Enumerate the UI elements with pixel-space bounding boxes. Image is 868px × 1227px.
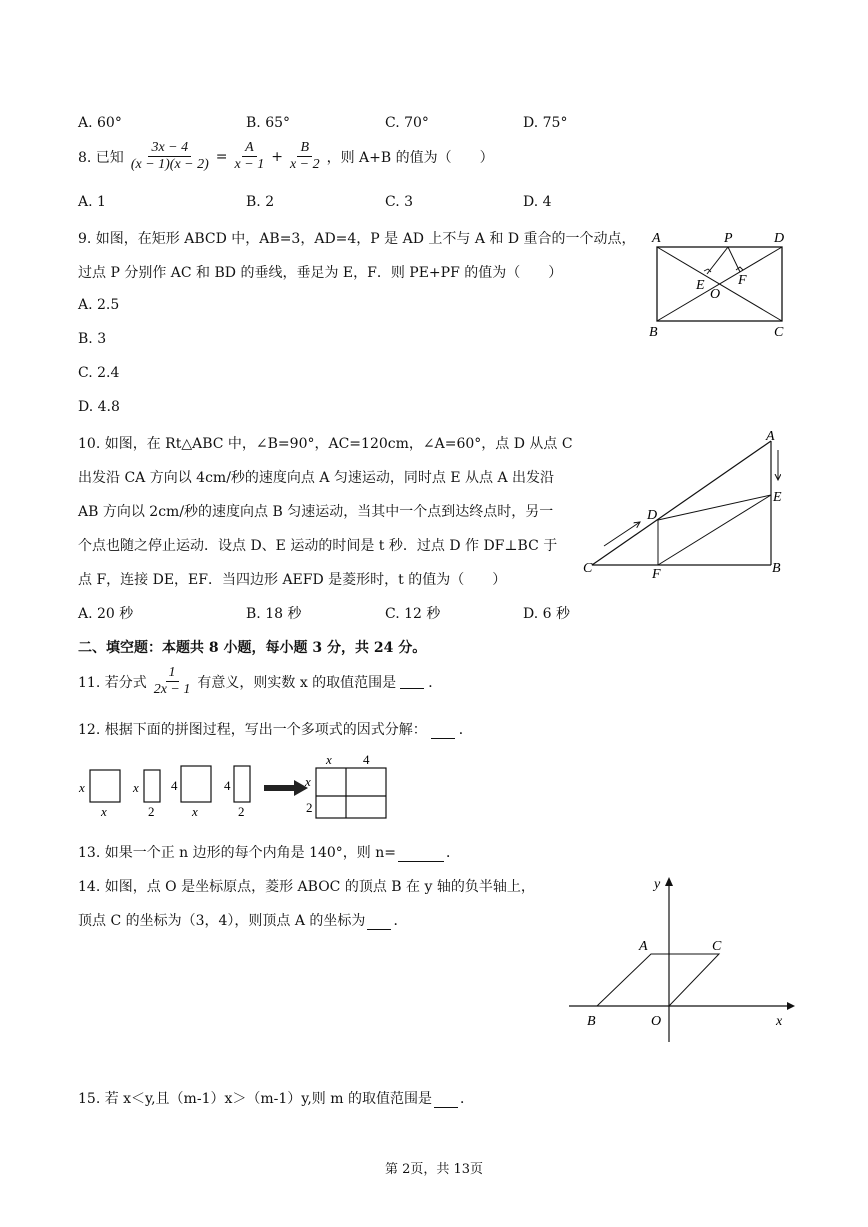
label-2: 2 xyxy=(148,804,155,819)
label-x: x xyxy=(101,804,107,819)
label-2: 2 xyxy=(306,800,313,815)
q8-stem: 8. 已知 $\frac{3x - 4}{(x - 1)(x - 2)}$ = $\frac{A}{x - 1}$ + $\frac{B}{x - 2}$ ，则 A+B 的值为（ ） xyxy=(78,140,494,172)
label-x: x xyxy=(79,780,85,795)
label-f: F xyxy=(652,567,661,582)
q8-prefix: 8. 已知 xyxy=(78,149,124,166)
q8-fraction-a-den: x − 1 xyxy=(234,157,265,172)
arrow-shaft xyxy=(264,785,294,791)
q10-option-b: B. 18 秒 xyxy=(246,606,302,622)
arrow-d-motion xyxy=(604,522,640,546)
q9-line-1: 9. 如图，在矩形 ABCD 中，AB=3，AD=4，P 是 AD 上不与 A 和 D 重合的一个动点， xyxy=(78,231,636,247)
q8-main-denominator: (x − 1)(x − 2) xyxy=(130,157,209,172)
q8-option-c: C. 3 xyxy=(385,194,414,210)
q13-end: ． xyxy=(446,845,461,861)
segment-ef xyxy=(658,495,771,565)
page-footer: 第 2页，共 13页 xyxy=(384,1162,484,1177)
label-2: 2 xyxy=(238,804,245,819)
label-a: A xyxy=(652,231,661,246)
q9-line-2: 过点 P 分别作 AC 和 BD 的垂线，垂足为 E，F．则 PE+PF 的值为（ ） xyxy=(78,265,563,281)
label-e: E xyxy=(696,278,705,293)
q15-end: ． xyxy=(459,1091,474,1107)
q13-text: 13. 如果一个正 n 边形的每个内角是 140°，则 n= xyxy=(78,845,397,861)
q11-fraction xyxy=(151,665,194,698)
q9-rectangle-figure xyxy=(640,225,800,343)
label-b: B xyxy=(587,1014,596,1029)
label-b: B xyxy=(649,325,658,340)
q12-tiling-figure xyxy=(74,752,394,824)
q11-answer-blank[interactable] xyxy=(400,674,424,689)
q10-line-4: 个点也随之停止运动．设点 D、E 运动的时间是 t 秒．过点 D 作 DF⊥BC 于 xyxy=(78,538,558,554)
q8-fraction-a xyxy=(232,140,268,173)
q11-suffix: 有意义，则实数 x 的取值范围是 xyxy=(197,674,397,691)
q11-end: ． xyxy=(428,674,443,691)
label-d: D xyxy=(774,231,785,246)
rect-x-by-2 xyxy=(144,770,160,802)
q13-stem xyxy=(78,842,460,862)
q8-main-numerator: 3x − 4 xyxy=(148,140,191,157)
label-x: x xyxy=(776,1014,783,1029)
q11-stem xyxy=(78,665,442,698)
q11-numerator: 1 xyxy=(166,665,179,682)
label-a: A xyxy=(639,939,648,954)
q8-main-fraction xyxy=(128,140,212,173)
label-c: C xyxy=(712,939,722,954)
label-x: x xyxy=(305,774,311,789)
y-axis-arrow xyxy=(665,877,673,886)
q7-option-a: A. 60° xyxy=(78,115,122,131)
q14-line-2 xyxy=(78,910,407,930)
q10-option-a: A. 20 秒 xyxy=(78,606,134,622)
q8-option-b: B. 2 xyxy=(246,194,275,210)
q10-triangle-figure xyxy=(580,428,790,583)
q8-option-a: A. 1 xyxy=(78,194,106,210)
label-4: 4 xyxy=(363,752,370,767)
q13-answer-blank[interactable] xyxy=(398,847,444,862)
q12-text: 12. 根据下面的拼图过程，写出一个多项式的因式分解： xyxy=(78,722,427,738)
q7-option-c: C. 70° xyxy=(385,115,429,131)
q8-fraction-b-den: x − 2 xyxy=(289,157,320,172)
rect-4-by-2 xyxy=(234,766,250,802)
q14-line-2-text: 顶点 C 的坐标为（3，4），则顶点 A 的坐标为 xyxy=(78,913,366,929)
label-o: O xyxy=(710,287,721,302)
label-o: O xyxy=(651,1014,662,1029)
section-2-heading: 二、填空题：本题共 8 小题，每小题 3 分，共 24 分。 xyxy=(78,640,427,656)
q12-stem xyxy=(78,719,473,739)
q8-fraction-b xyxy=(287,140,323,173)
q9-option-c: C. 2.4 xyxy=(78,365,120,381)
label-y: y xyxy=(654,877,661,892)
q14-answer-blank[interactable] xyxy=(367,915,391,930)
q7-option-b: B. 65° xyxy=(246,115,291,131)
label-p: P xyxy=(724,231,733,246)
q10-line-2: 出发沿 CA 方向以 4cm/秒的速度向点 A 匀速运动，同时点 E 从点 A 出发沿 xyxy=(78,470,555,486)
label-e: E xyxy=(773,490,782,505)
label-d: D xyxy=(647,508,658,523)
q10-line-3: AB 方向以 2cm/秒的速度向点 B 匀速运动，当其中一个点到达终点时，另一 xyxy=(78,504,554,520)
label-x: x xyxy=(192,804,198,819)
q9-option-b: B. 3 xyxy=(78,331,107,347)
q8-option-d: D. 4 xyxy=(523,194,552,210)
q9-option-a: A. 2.5 xyxy=(78,297,120,313)
label-x: x xyxy=(133,780,139,795)
q9-option-d: D. 4.8 xyxy=(78,399,120,415)
q8-fraction-a-num: A xyxy=(242,140,257,157)
label-x: x xyxy=(326,752,332,767)
q12-answer-blank[interactable] xyxy=(431,724,455,739)
combined-rectangle xyxy=(316,768,386,818)
q12-end: ． xyxy=(458,722,473,738)
rect-4-by-x xyxy=(181,766,211,802)
q14-line-1: 14. 如图，点 O 是坐标原点，菱形 ABOC 的顶点 B 在 y 轴的负半轴上， xyxy=(78,879,535,895)
q11-prefix: 11. 若分式 xyxy=(78,674,147,691)
q15-text: 15. 若 x＜y,且（m-1）x＞（m-1）y,则 m 的取值范围是 xyxy=(78,1091,432,1107)
label-c: C xyxy=(774,325,784,340)
q8-suffix: ，则 A+B 的值为（ ） xyxy=(326,149,494,166)
square-x-by-x xyxy=(90,770,120,802)
q10-option-d: D. 6 秒 xyxy=(523,606,570,622)
q11-denominator: 2x − 1 xyxy=(153,682,191,697)
q14-coordinate-figure xyxy=(565,870,795,1050)
label-a: A xyxy=(766,429,775,444)
q10-option-c: C. 12 秒 xyxy=(385,606,441,622)
side-ca xyxy=(592,441,771,565)
q15-stem xyxy=(78,1088,474,1108)
label-f: F xyxy=(738,273,747,288)
x-axis-arrow xyxy=(787,1002,795,1010)
label-b: B xyxy=(772,561,781,576)
label-4: 4 xyxy=(171,778,178,793)
q8-fraction-b-num: B xyxy=(297,140,312,157)
q10-line-1: 10. 如图，在 Rt△ABC 中，∠B=90°，AC=120cm，∠A=60°，点 D 从点 C xyxy=(78,436,573,452)
rhombus-aboc xyxy=(597,954,719,1006)
segment-pe xyxy=(707,247,728,274)
label-c: C xyxy=(583,561,593,576)
label-4: 4 xyxy=(224,778,231,793)
right-angle-f xyxy=(736,267,743,270)
q14-end: ． xyxy=(393,913,408,929)
q15-answer-blank[interactable] xyxy=(434,1093,458,1108)
q7-option-d: D. 75° xyxy=(523,115,568,131)
q10-line-5: 点 F，连接 DE，EF．当四边形 AEFD 是菱形时，t 的值为（ ） xyxy=(78,572,507,588)
